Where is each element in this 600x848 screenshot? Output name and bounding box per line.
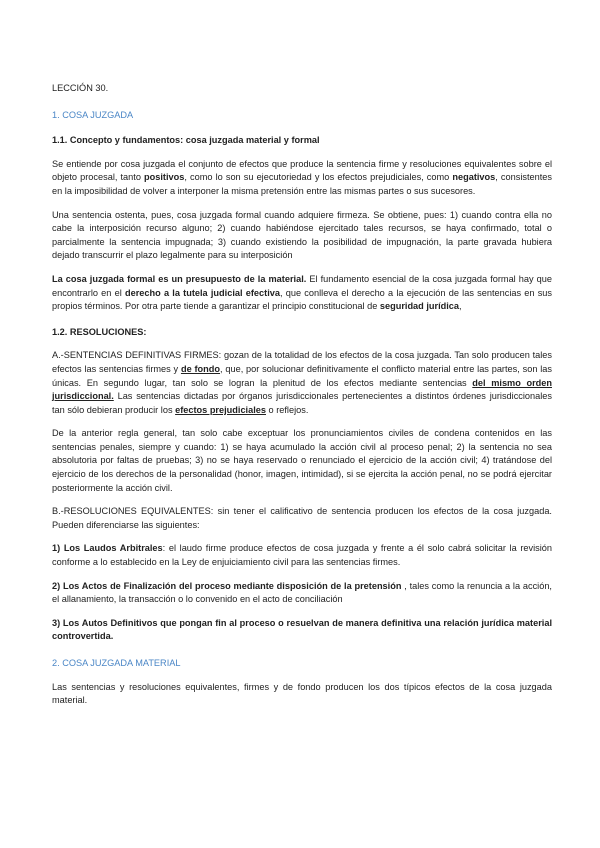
paragraph-excepciones: De la anterior regla general, tan solo cabe exceptuar los pronunciamientos civiles de condena contenidos en las sentencias penales, siempre y cuando: 1) se haya acumulado la acción civil al proceso penal; 2) la sentencia no sea absolutoria por faltas de pruebas; 3) no se haya reservado o renunciado el ejercicio de la acción civil; 4) tratándose del ejercicio de los derechos de la personalidad (honor, imagen, intimidad), si se ejercita la acción penal, no se podrá ejercitar posteriormente la acción civil.: [52, 428, 552, 493]
text-run: Se entiende por cosa juzgada el conjunto de efectos que produce la sentencia firme y resoluciones equivalentes sobre el objeto procesal, tanto: [52, 158, 552, 183]
bold-seguridad-juridica: seguridad jurídica: [379, 301, 460, 312]
text-run: El fundamento esencial de la cosa juzgada formal hay que encontrarlo en el: [52, 273, 552, 298]
text-run: o reflejos.: [266, 404, 309, 415]
bold-positivos: positivos: [144, 172, 185, 183]
text-run: ,: [459, 301, 462, 312]
paragraph-laudos-arbitrales: [52, 542, 552, 569]
bold-presupuesto: La cosa juzgada formal es un presupuesto de la material.: [52, 273, 307, 284]
text-run: , que, por solucionar definitivamente el conflicto material entre las partes, son las únicas. En segundo lugar, tan solo se logran la plenitud de los efectos mediante sentencias: [52, 363, 552, 388]
text-run: , como lo son su ejecutoriedad y los efectos prejudiciales, como: [184, 172, 453, 183]
text-run: : el laudo firme produce efectos de cosa juzgada y frente a él solo cabrá solicitar la revisión conforme a lo establecido en la Ley de enjuiciamiento civil para las sentencias firmes.: [52, 543, 552, 568]
text-run: , que conlleva el derecho a la ejecución de las sentencias en sus propios términos. Por otra parte tiende a garantizar el principio constitucional de: [52, 287, 553, 312]
paragraph-cosa-juzgada-material: Las sentencias y resoluciones equivalentes, firmes y de fondo producen los dos típicos efectos de la cosa juzgada material.: [52, 681, 552, 706]
text-run: , consistentes en la imposibilidad de volver a interponer la misma pretensión entre las mismas partes o sus sucesores.: [52, 172, 552, 196]
paragraph-autos-definitivos: [52, 617, 552, 644]
paragraph-actos-finalizacion: [52, 580, 552, 607]
text-run: , tales como la renuncia a la acción, el allanamiento, la transacción o lo convenido en el acto de conciliación: [52, 580, 552, 605]
bold-actos-finalizacion: 2) Los Actos de Finalización del proceso mediante disposición de la pretensión: [52, 580, 402, 591]
paragraph-resoluciones-equivalentes: B.-RESOLUCIONES EQUIVALENTES: sin tener el calificativo de sentencia producen los efectos de la cosa juzgada. Pueden diferenciarse las siguientes:: [52, 506, 552, 530]
underlined-de-fondo: de fondo: [180, 363, 220, 374]
lesson-title: LECCIÓN 30.: [52, 83, 109, 93]
paragraph-sentencias-firmes: [52, 349, 552, 417]
text-run: A.-SENTENCIAS DEFINITIVAS FIRMES: gozan de la totalidad de los efectos de la cosa juzgada. Tan solo producen tales efectos las sentencias firmes y: [52, 350, 552, 374]
bold-tutela-judicial: derecho a la tutela judicial efectiva: [125, 287, 280, 298]
text-run: Las sentencias dictadas por órganos jurisdiccionales pertenecientes a distintos órdenes jurisdiccionales tan sólo debieran producir los: [52, 391, 552, 415]
paragraph-presupuesto: [52, 273, 552, 314]
underlined-efectos-prejudiciales: efectos prejudiciales: [175, 404, 266, 415]
bold-autos-continuation: que pongan fin al proceso o resuelvan de manera definitiva una relación jurídica material controvertida.: [52, 617, 552, 642]
bold-autos-definitivos: 3) Los Autos Definitivos: [52, 617, 158, 628]
paragraph-cosa-juzgada-formal: Una sentencia ostenta, pues, cosa juzgada formal cuando adquiere firmeza. Se obtiene, pues: 1) cuando contra ella no cabe la interposición recurso alguno; 2) cuando habiéndose ejercitado tales recursos, se haya confirmado, total o parcialmente la sentencia impugnada; 3) cuando existiendo la posibilidad de impugnación, la parte gravada hubiera dejado transcurrir el plazo legalmente para su interposición: [52, 209, 552, 261]
underlined-mismo-orden: del mismo orden jurisdiccional.: [52, 377, 552, 402]
bold-negativos: negativos: [452, 172, 496, 183]
section-2-title: 2. COSA JUZGADA MATERIAL: [52, 658, 181, 668]
paragraph-cosa-juzgada-definition: [52, 158, 552, 199]
section-1-title: 1. COSA JUZGADA: [52, 109, 134, 120]
bold-laudos: 1) Los Laudos Arbitrales: [52, 543, 163, 554]
subsection-1-1-title: 1.1. Concepto y fundamentos: cosa juzgada material y formal: [52, 135, 320, 146]
subsection-1-2-title: 1.2. RESOLUCIONES:: [52, 326, 147, 337]
